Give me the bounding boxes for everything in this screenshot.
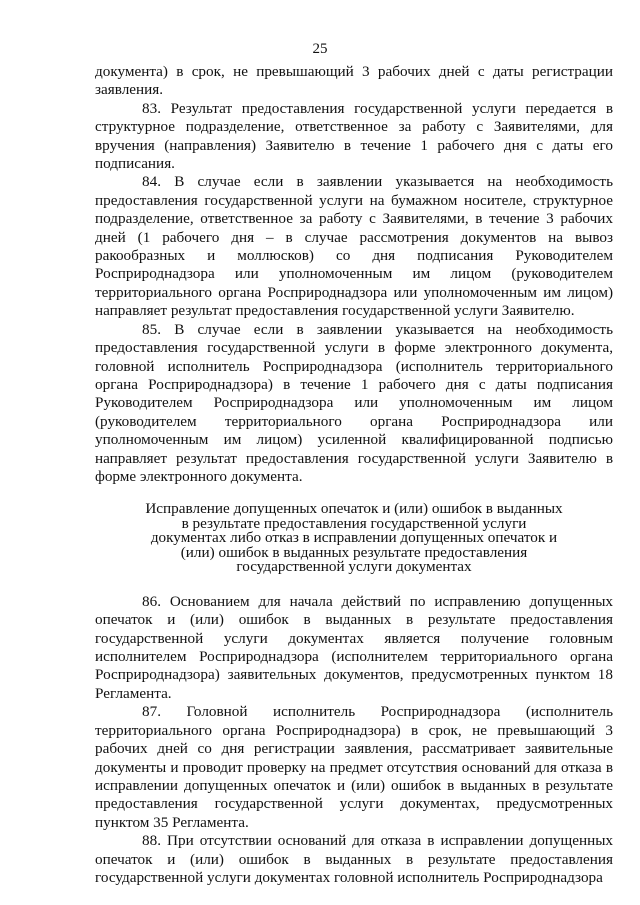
section-heading: Исправление допущенных опечаток и (или) ошибок в выданных в результате предоставления государственной услуги документах либо отказ в исправлении допущенных опечаток и (или) ошибок в выданных результате предоставления государственной услуги документах: [145, 500, 563, 576]
paragraph-continuation: документа) в срок, не превышающий 3 рабочих дней с даты регистрации заявления.: [95, 63, 613, 99]
paragraph-87: 87. Головной исполнитель Росприроднадзора (исполнитель территориального органа Росприроднадзора) в срок, не превышающий 3 рабочих дней со дня регистрации заявления, рассматривает заявительные документы и проводит проверку на предмет отсутствия оснований для отказа в исправлении допущенных опечаток и (или) ошибок в выданных в результате предоставления государственной услуги документах, предусмотренных пунктом 35 Регламента.: [95, 703, 613, 831]
paragraph-84: 84. В случае если в заявлении указывается на необходимость предоставления государственной услуги на бумажном носителе, структурное подразделение, ответственное за работу с Заявителями, в течение 3 рабочих дней (1 рабочего дня – в случае рассмотрения документов на вывоз ракообразных и моллюсков) со дня подписания Руководителем Росприроднадзора или уполномоченным им лицом (руководителем территориального органа Росприроднадзора или уполномоченным им лицом) направляет результат предоставления государственной услуги Заявителю.: [95, 173, 613, 320]
document-body: [95, 63, 613, 887]
paragraph-88: 88. При отсутствии оснований для отказа в исправлении допущенных опечаток и (или) ошибок в выданных в результате предоставления государственной услуги документах головной исполнитель Росприроднадзора: [95, 832, 613, 886]
paragraph-86: 86. Основанием для начала действий по исправлению допущенных опечаток и (или) ошибок в выданных в результате предоставления государственной услуги документах является получение головным исполнителем Росприроднадзора (исполнителем территориального органа Росприроднадзора) заявительных документов, предусмотренных пунктом 18 Регламента.: [95, 592, 613, 702]
paragraph-83: 83. Результат предоставления государственной услуги передается в структурное подразделение, ответственное за работу с Заявителями, для вручения (направления) Заявителю в течение 1 рабочего дня с даты его подписания.: [95, 99, 613, 173]
page-number: 25: [312, 41, 328, 57]
paragraph-85: 85. В случае если в заявлении указывается на необходимость предоставления государственной услуги в форме электронного документа, головной исполнитель Росприроднадзора (исполнитель территориального органа Росприроднадзора) в течение 1 рабочего дня с даты подписания Руководителем Росприроднадзора или уполномоченным им лицом (руководителем территориального органа Росприроднадзора или уполномоченным им лицом) усиленной квалифицированной подписью направляет результат предоставления государственной услуги Заявителю в форме электронного документа.: [95, 320, 613, 485]
